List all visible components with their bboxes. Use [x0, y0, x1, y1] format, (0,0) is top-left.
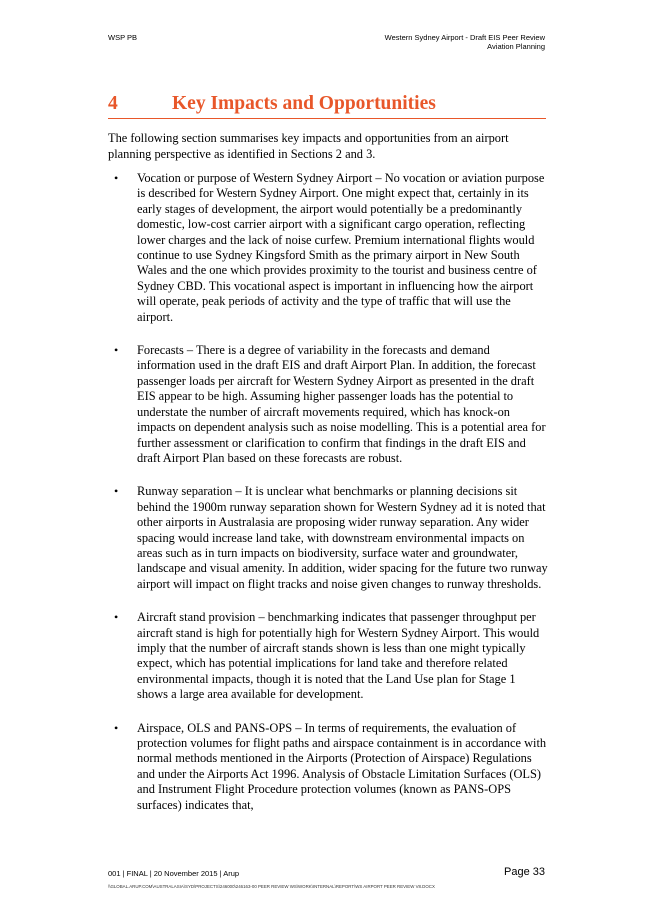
header-document-title: [385, 33, 545, 51]
bullet-text: Vocation or purpose of Western Sydney Airport – No vocation or aviation purpose is described for Western Sydney Airport. One might expect that, certainly in its early stages of development, the airport would potentially be a predominantly domestic, low-cost carrier airport with a significant cargo operation, reflecting lower charges and the lack of noise curfew. Premium international flights would continue to use Sydney Kingsford Smith as the primary airport in New South Wales and the one which provides proximity to the tourist and business centre of Sydney CBD. This vocational aspect is important in influencing how the airport will operate, peak periods of activity and the type of traffic that will use the airport.: [137, 171, 545, 324]
bullet-dot-icon: •: [114, 171, 119, 185]
bullet-text: Forecasts – There is a degree of variability in the forecasts and demand information used in the draft EIS and draft Airport Plan. In addition, the forecast passenger loads per aircraft for Western Sydney Airport as presented in the draft EIS appear to be high. Assuming higher passenger loads has the potential to understate the number of aircraft movements required, which has knock-on impacts on dependent analysis such as noise modelling. This is a potential area for further assessment or clarification to confirm that findings in the draft EIS and draft Airport Plan based on these forecasts are robust.: [137, 343, 546, 465]
header-title-line1: Western Sydney Airport - Draft EIS Peer Review: [384, 33, 545, 42]
bullet-text: Airspace, OLS and PANS-OPS – In terms of requirements, the evaluation of protection volumes for flight paths and airspace containment is in accordance with normal methods mentioned in the Airports (Protection of Airspace) Regulations and under the Airports Act 1996. Analysis of Obstacle Limitation Surfaces (OLS) and Instrument Flight Procedure protection volumes (known as PANS-OPS surfaces) indicates that,: [137, 720, 547, 812]
header-title-line2: Aviation Planning: [487, 42, 545, 51]
footer-document-info: 001 | FINAL | 20 November 2015 | Arup: [108, 869, 240, 878]
bullet-text: Aircraft stand provision – benchmarking indicates that passenger throughput per aircraft stand is high for potentially high for Western Sydney Airport. This would imply that the number of aircraft stands shown is less than one might typically expect, which has potential implications for land take and therefore related environmental impacts, though it is noted that the Land Use plan for Stage 1 shows a large area available for development.: [137, 610, 540, 702]
intro-paragraph: The following section summarises key impacts and opportunities from an airport planning perspective as identified in Sections 2 and 3.: [108, 131, 509, 161]
bullet-dot-icon: •: [114, 720, 119, 735]
page-number: Page 33: [504, 866, 545, 878]
bullet-forecasts: [108, 343, 548, 466]
bullet-dot-icon: •: [114, 610, 119, 625]
bullet-text: Runway separation – It is unclear what benchmarks or planning decisions sit behind the 1900m runway separation shown for Western Sydney ad it is noted that other airports in Australasia are proposing wider runway separation. Any wider spacing would increase land take, with downstream environmental impacts on areas such as in turn impacts on biodiversity, surface water and groundwater, landscape and visual amenity. In addition, wider spacing for the future two runway airport will impact on flight tracks and noise given changes to runway thresholds.: [137, 484, 548, 591]
bullet-vocation: [108, 171, 548, 325]
section-heading: [108, 92, 546, 119]
bullet-aircraft-stands: [108, 610, 548, 702]
section-title: Key Impacts and Opportunities: [172, 93, 436, 114]
section-number: 4: [108, 93, 118, 114]
footer-file-path: \\GLOBAL.ARUP.COM\AUSTRALASIA\SYD\PROJECTS\246000\246163-00 PEER REVIEW WS\WORK\INTERNAL\REPORT\WS AIRPORT PEER REVIEW V8.DOCX: [108, 884, 435, 889]
bullet-runway-separation: [108, 484, 548, 592]
bullet-dot-icon: •: [114, 484, 119, 499]
impacts-list: [108, 171, 548, 831]
bullet-dot-icon: •: [114, 343, 119, 358]
bullet-airspace: [108, 721, 548, 813]
header-company: WSP PB: [108, 33, 138, 42]
